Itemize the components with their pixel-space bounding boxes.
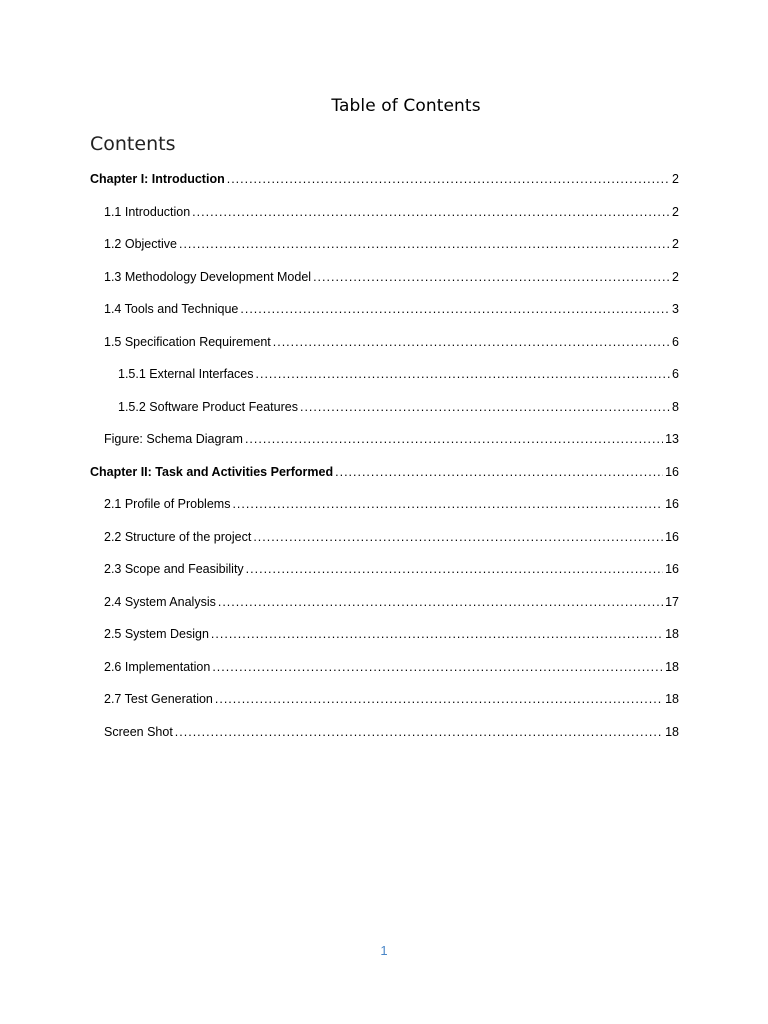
toc-leader-dots	[300, 398, 670, 416]
toc-entry-page[interactable]: 18	[665, 724, 679, 739]
toc-entry-label[interactable]: 1.4 Tools and Technique	[104, 302, 239, 316]
toc-entry-page[interactable]: 13	[665, 432, 679, 446]
toc-leader-dots	[256, 365, 671, 383]
toc-entry[interactable]	[90, 365, 679, 398]
toc-entry[interactable]	[90, 333, 679, 366]
toc-leader-dots	[313, 268, 670, 286]
toc-entry-label[interactable]: Figure: Schema Diagram	[104, 432, 243, 446]
toc-leader-dots	[211, 625, 663, 643]
toc-entry-page[interactable]: 18	[665, 627, 679, 641]
toc-entry-page[interactable]: 2	[672, 237, 679, 251]
toc-entry-page[interactable]: 3	[672, 302, 679, 316]
toc-entry-page[interactable]: 6	[672, 367, 679, 381]
toc-entry-page[interactable]: 2	[672, 269, 679, 284]
toc-entry-label[interactable]: 1.3 Methodology Development Model	[104, 269, 312, 284]
toc-entry-label[interactable]: 1.5.2 Software Product Features	[118, 399, 298, 414]
toc-leader-dots	[212, 658, 663, 676]
toc-entry-label[interactable]: Chapter I: Introduction	[90, 172, 225, 186]
toc-leader-dots	[232, 495, 663, 513]
toc-leader-dots	[245, 430, 663, 448]
toc-leader-dots	[335, 463, 663, 481]
toc-entry-label[interactable]: 2.3 Scope and Feasibility	[104, 562, 244, 576]
toc-entry[interactable]	[90, 625, 679, 658]
toc-entry-label[interactable]: 2.7 Test Generation	[104, 692, 213, 706]
toc-leader-dots	[175, 723, 663, 741]
toc-entry-page[interactable]: 17	[665, 594, 679, 609]
contents-heading: Contents	[90, 133, 176, 155]
toc-entry[interactable]	[90, 235, 679, 268]
toc-entry-page[interactable]: 16	[665, 497, 679, 511]
toc-entry-label[interactable]: 2.1 Profile of Problems	[104, 497, 231, 511]
page-number: 1	[380, 943, 388, 958]
toc-entry-label[interactable]: 2.2 Structure of the project	[104, 529, 252, 544]
toc-entry-page[interactable]: 16	[665, 562, 679, 576]
toc-leader-dots	[240, 300, 670, 318]
toc-entry-page[interactable]: 2	[672, 172, 679, 186]
toc-entry-page[interactable]: 8	[672, 399, 679, 414]
toc-leader-dots	[253, 528, 663, 546]
toc-entry[interactable]	[90, 495, 679, 528]
toc-leader-dots	[227, 170, 670, 188]
toc-entry[interactable]	[90, 528, 679, 561]
toc-leader-dots	[246, 560, 663, 578]
document-title: Table of Contents	[331, 96, 481, 116]
toc-entry-label[interactable]: 1.2 Objective	[104, 237, 177, 251]
toc-entry-page[interactable]: 18	[665, 659, 679, 674]
toc-leader-dots	[192, 203, 670, 221]
toc-leader-dots	[215, 690, 663, 708]
toc-entry-label[interactable]: Screen Shot	[104, 724, 173, 739]
toc-entry[interactable]	[90, 398, 679, 431]
toc-entry-label[interactable]: 2.6 Implementation	[104, 659, 211, 674]
toc-entry-label[interactable]: 1.5.1 External Interfaces	[118, 367, 254, 381]
toc-entry-page[interactable]: 16	[665, 529, 679, 544]
toc-entry-page[interactable]: 18	[665, 692, 679, 706]
toc-entry[interactable]	[90, 593, 679, 626]
toc-entry[interactable]	[90, 658, 679, 691]
toc-entry[interactable]	[90, 300, 679, 333]
toc-entry-page[interactable]: 6	[672, 334, 679, 349]
toc-entry[interactable]	[90, 690, 679, 723]
toc-entry[interactable]	[90, 723, 679, 756]
toc-entry-label[interactable]: 1.1 Introduction	[104, 204, 191, 219]
toc-entry[interactable]	[90, 203, 679, 236]
toc-entry-label[interactable]: Chapter II: Task and Activities Performed	[90, 464, 334, 479]
toc-entry[interactable]	[90, 170, 679, 203]
toc-entry[interactable]	[90, 268, 679, 301]
toc-leader-dots	[273, 333, 670, 351]
toc-leader-dots	[179, 235, 670, 253]
toc-entry-label[interactable]: 1.5 Specification Requirement	[104, 334, 271, 349]
toc-entry-label[interactable]: 2.4 System Analysis	[104, 594, 216, 609]
toc-entry-page[interactable]: 2	[672, 204, 679, 219]
toc-entry[interactable]	[90, 463, 679, 496]
toc-entry-label[interactable]: 2.5 System Design	[104, 627, 209, 641]
toc-entry-page[interactable]: 16	[665, 464, 679, 479]
toc-entry[interactable]	[90, 430, 679, 463]
toc-leader-dots	[218, 593, 663, 611]
table-of-contents	[90, 170, 679, 755]
toc-entry[interactable]	[90, 560, 679, 593]
